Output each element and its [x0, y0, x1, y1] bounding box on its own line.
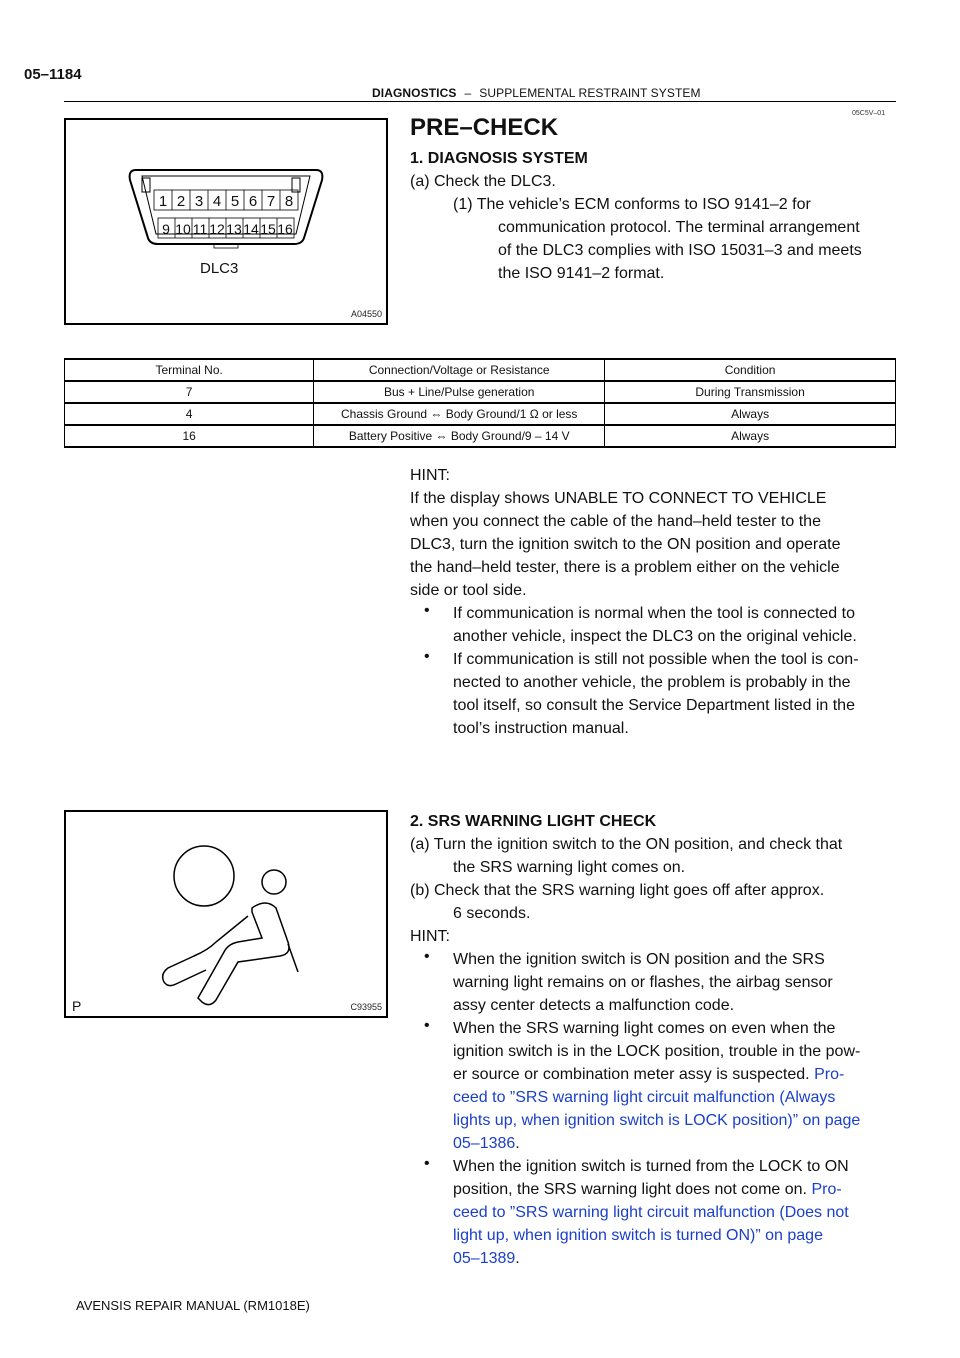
period: .	[515, 1250, 520, 1267]
hint1-bullet2-line4: tool’s instruction manual.	[453, 720, 629, 737]
running-header	[372, 86, 701, 100]
page-number: 05–1184	[24, 66, 82, 83]
proceed-link-1389-line3[interactable]: light up, when ignition switch is turned ON)” on page	[453, 1227, 823, 1244]
pin-11: 11	[192, 221, 208, 237]
section-title: DIAGNOSTICS	[372, 86, 457, 100]
hint1-label: HINT:	[410, 467, 450, 484]
page-link-05-1386[interactable]: 05–1386	[453, 1135, 516, 1152]
pin-2: 2	[176, 193, 186, 210]
step2a-line1: (a) Turn the ignition switch to the ON position, and check that	[410, 836, 843, 853]
step1a1-line4: the ISO 9141–2 format.	[498, 265, 665, 282]
hint2-bullet1-line3: assy center detects a malfunction code.	[453, 997, 735, 1014]
cell-connection: Chassis Ground ⇔ Body Ground/1 Ω or less	[314, 403, 605, 425]
srs-warning-figure	[64, 810, 388, 1018]
cell-terminal: 7	[65, 381, 314, 403]
pin-8: 8	[284, 193, 294, 210]
period: .	[515, 1135, 520, 1152]
pin-15: 15	[260, 221, 276, 237]
hint2-bullet2-line6	[453, 1132, 520, 1155]
hint2-bullet1-line2: warning light remains on or flashes, the airbag sensor	[453, 974, 833, 991]
cell-connection: Battery Positive ⇔ Body Ground/9 – 14 V	[314, 425, 605, 447]
terminal-table	[64, 358, 896, 448]
pin-5: 5	[230, 193, 240, 210]
hint2-bullet3-line2	[453, 1178, 842, 1201]
col-connection: Connection/Voltage or Resistance	[314, 359, 605, 381]
hint1-line2: when you connect the cable of the hand–held tester to the	[410, 513, 821, 530]
step2a-line2: the SRS warning light comes on.	[453, 859, 686, 876]
col-condition: Condition	[605, 359, 896, 381]
proceed-link-1386-start[interactable]: Pro-	[814, 1066, 845, 1083]
bullet-marker: •	[424, 1155, 430, 1172]
dlc3-figure	[64, 118, 388, 325]
hint2-bullet2-text: er source or combination meter assy is suspected.	[453, 1066, 810, 1083]
cell-condition: During Transmission	[605, 381, 896, 403]
hint2-bullet3-text: position, the SRS warning light does not come on.	[453, 1181, 807, 1198]
step1a-text: (a) Check the DLC3.	[410, 173, 556, 190]
hint1-line3: DLC3, turn the ignition switch to the ON position and operate	[410, 536, 841, 553]
hint1-line1: If the display shows UNABLE TO CONNECT TO VEHICLE	[410, 490, 827, 507]
hint2-label: HINT:	[410, 928, 450, 945]
step1a1-line2: communication protocol. The terminal arrangement	[498, 219, 860, 236]
col-terminal-no: Terminal No.	[65, 359, 314, 381]
hint2-bullet3-line1: When the ignition switch is turned from the LOCK to ON	[453, 1158, 849, 1175]
hint1-bullet2-line3: tool itself, so consult the Service Department listed in the	[453, 697, 855, 714]
table-row	[65, 425, 896, 447]
airbag-warning-icon	[66, 812, 386, 1016]
step2-heading: 2. SRS WARNING LIGHT CHECK	[410, 813, 657, 830]
doc-code: 05C5V–01	[852, 110, 886, 117]
cell-terminal: 16	[65, 425, 314, 447]
pin-16: 16	[277, 221, 293, 237]
step2b-line2: 6 seconds.	[453, 905, 531, 922]
cell-connection: Bus + Line/Pulse generation	[314, 381, 605, 403]
proceed-link-1389-line2[interactable]: ceed to ”SRS warning light circuit malfunction (Does not	[453, 1204, 849, 1221]
hint2-bullet3-line5	[453, 1247, 520, 1270]
manual-footer: AVENSIS REPAIR MANUAL (RM1018E)	[76, 1298, 310, 1313]
hint2-bullet1-line1: When the ignition switch is ON position and the SRS	[453, 951, 825, 968]
pin-3: 3	[194, 193, 204, 210]
proceed-link-1386-line3[interactable]: lights up, when ignition switch is LOCK position)” on page	[453, 1112, 861, 1129]
hint1-line5: side or tool side.	[410, 582, 527, 599]
pin-12: 12	[209, 221, 225, 237]
table-row	[65, 381, 896, 403]
dlc3-label: DLC3	[200, 260, 239, 277]
table-row	[65, 403, 896, 425]
bullet-marker: •	[424, 1017, 430, 1034]
cell-terminal: 4	[65, 403, 314, 425]
figure2-mark: P	[72, 998, 82, 1014]
step1a1-line1: (1) The vehicle’s ECM conforms to ISO 9141–2 for	[453, 196, 811, 213]
hint2-bullet2-line2: ignition switch is in the LOCK position, trouble in the pow-	[453, 1043, 861, 1060]
hint1-line4: the hand–held tester, there is a problem either on the vehicle	[410, 559, 840, 576]
pin-10: 10	[175, 221, 191, 237]
proceed-link-1389-start[interactable]: Pro-	[811, 1181, 842, 1198]
pin-4: 4	[212, 193, 222, 210]
header-rule	[64, 101, 896, 102]
figure1-code: A04550	[350, 309, 382, 319]
step1-heading: 1. DIAGNOSIS SYSTEM	[410, 150, 588, 167]
hint1-bullet2-line2: nected to another vehicle, the problem is probably in the	[453, 674, 851, 691]
hint1-bullet2-line1: If communication is still not possible when the tool is con-	[453, 651, 859, 668]
step2b-line1: (b) Check that the SRS warning light goes off after approx.	[410, 882, 825, 899]
bullet-marker: •	[424, 948, 430, 965]
hint2-bullet2-line1: When the SRS warning light comes on even when the	[453, 1020, 836, 1037]
header-separator: –	[464, 86, 472, 100]
figure2-code: C93955	[350, 1002, 382, 1012]
pin-14: 14	[243, 221, 259, 237]
pin-13: 13	[226, 221, 242, 237]
precheck-title: PRE–CHECK	[410, 114, 559, 141]
cell-condition: Always	[605, 403, 896, 425]
step1a1-line3: of the DLC3 complies with ISO 15031–3 and meets	[498, 242, 862, 259]
proceed-link-1386-line2[interactable]: ceed to ”SRS warning light circuit malfunction (Always	[453, 1089, 836, 1106]
dlc3-connector-illustration	[66, 120, 386, 323]
pin-1: 1	[158, 193, 168, 210]
pin-7: 7	[266, 193, 276, 210]
pin-9: 9	[162, 221, 170, 237]
hint1-bullet1-line2: another vehicle, inspect the DLC3 on the original vehicle.	[453, 628, 857, 645]
hint2-bullet2-line3	[453, 1063, 844, 1086]
cell-condition: Always	[605, 425, 896, 447]
bullet-marker: •	[424, 648, 430, 665]
pin-6: 6	[248, 193, 258, 210]
subsection-title: SUPPLEMENTAL RESTRAINT SYSTEM	[479, 86, 701, 100]
bullet-marker: •	[424, 602, 430, 619]
table-header-row	[65, 359, 896, 381]
hint1-bullet1-line1: If communication is normal when the tool is connected to	[453, 605, 855, 622]
page-link-05-1389[interactable]: 05–1389	[453, 1250, 516, 1267]
